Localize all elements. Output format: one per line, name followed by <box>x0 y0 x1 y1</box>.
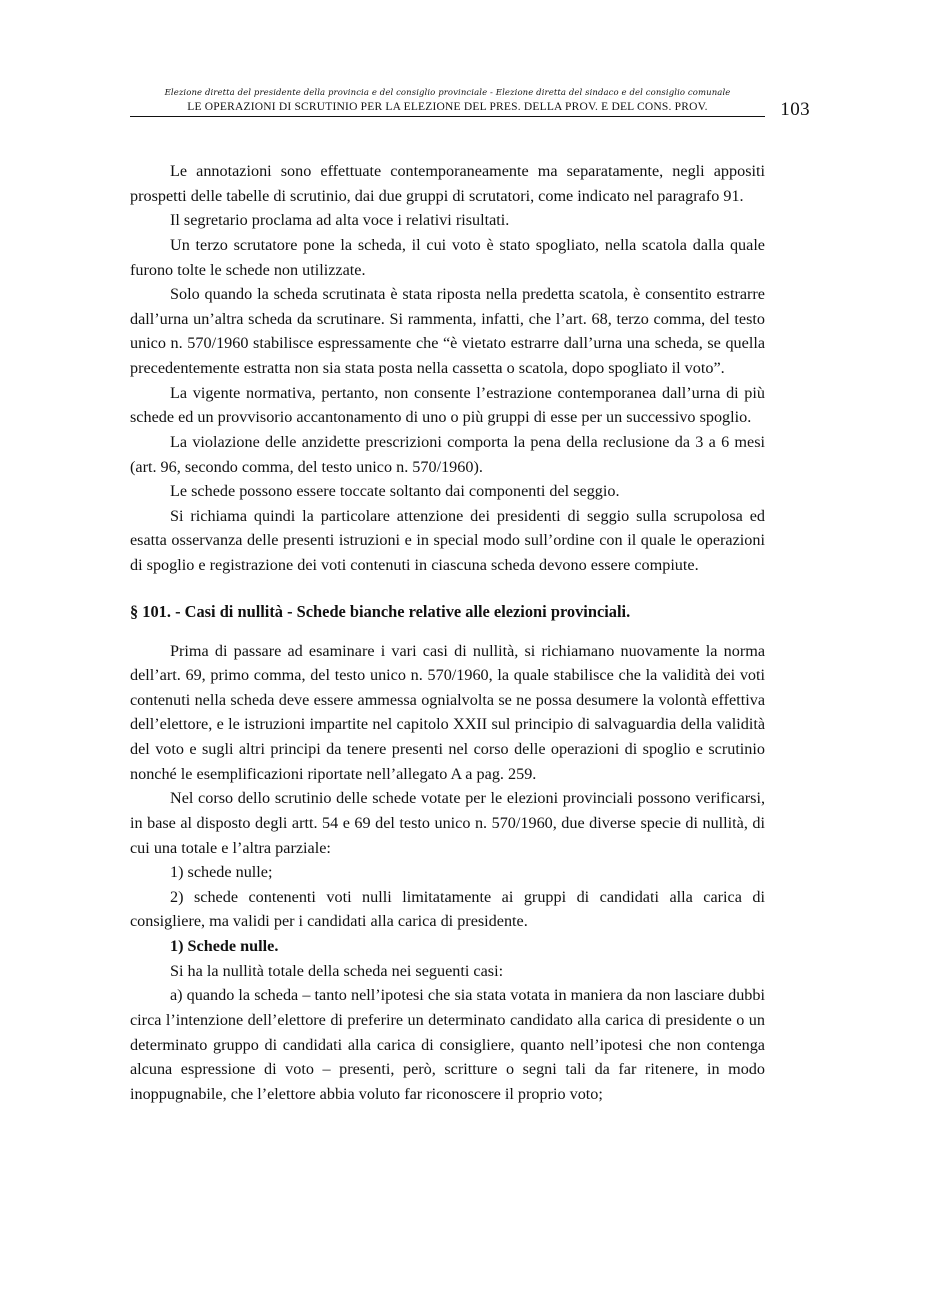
header-divider <box>130 116 765 117</box>
paragraph: Solo quando la scheda scrutinata è stata riposta nella predetta scatola, è consentito estrarre dall’urna un’altra scheda da scrutinare. Si rammenta, infatti, che l’art. 68, terzo comma, del testo unico n. 570/1960 stabilisce espressamente che “è vietato estrarre dall’urna una scheda, se quella precedentemente estratta non sia stata posta nella cassetta o scatola, dopo spogliato il voto”. <box>130 285 765 377</box>
paragraph: Si richiama quindi la particolare attenzione dei presidenti di seggio sulla scrupolosa ed esatta osservanza delle presenti istruzioni e in special modo sull’ordine con il quale le operazioni di spoglio e registrazione dei voti contenuti in ciascuna scheda devono essere compiute. <box>130 506 765 574</box>
paragraph: Il segretario proclama ad alta voce i relativi risultati. <box>170 211 510 230</box>
chapter-title: LE OPERAZIONI DI SCRUTINIO PER LA ELEZIONE DEL PRES. DELLA PROV. E DEL CONS. PROV. <box>187 101 708 113</box>
paragraph: La vigente normativa, pertanto, non consente l’estrazione contemporanea dall’urna di più schede ed un provvisorio accantonamento di uno o più gruppi di esse per un successivo spoglio. <box>130 383 765 427</box>
paragraph: Un terzo scrutatore pone la scheda, il cui voto è stato spogliato, nella scatola dalla quale furono tolte le schede non utilizzate. <box>130 235 765 279</box>
body-text <box>130 159 765 1106</box>
paragraph: La violazione delle anzidette prescrizioni comporta la pena della reclusione da 3 a 6 mesi (art. 96, secondo comma, del testo unico n. 570/1960). <box>130 432 765 476</box>
paragraph: Le schede possono essere toccate soltanto dai componenti del seggio. <box>170 482 620 501</box>
page-content <box>130 88 810 1106</box>
subsection-heading: 1) Schede nulle. <box>170 937 279 956</box>
paragraph: Prima di passare ad esaminare i vari casi di nullità, si richiamano nuovamente la norma dell’art. 69, primo comma, del testo unico n. 570/1960, la quale stabilisce che la validità dei voti contenuti nella scheda deve essere ammessa ognialvolta se ne possa desumere la volontà effettiva dell’elettore, e le istruzioni impartite nel capitolo XXII sul principio di salvaguardia della validità del voto e sugli altri principi da tenere presenti nel corso delle operazioni di spoglio e scrutinio nonché le esemplificazioni riportate nell’allegato A a pag. 259. <box>130 641 765 783</box>
page-header <box>130 88 810 120</box>
paragraph: Le annotazioni sono effettuate contemporaneamente ma separatamente, negli appositi prospetti delle tabelle di scrutinio, dai due gruppi di scrutatori, come indicato nel paragrafo 91. <box>130 162 765 205</box>
list-item: 2) schede contenenti voti nulli limitatamente ai gruppi di candidati alla carica di consigliere, ma validi per i candidati alla carica di presidente. <box>130 887 765 931</box>
list-item: a) quando la scheda – tanto nell’ipotesi che sia stata votata in maniera da non lasciare dubbi circa l’intenzione dell’elettore di preferire un determinato candidato alla carica di presidente o un determinato gruppo di candidati alla carica di consigliere, quanto nell’ipotesi che non contenga alcuna espressione di voto – presenti, però, scritture o segni tali da far ritenere, in modo inoppugnabile, che l’elettore abbia voluto far riconoscere il proprio voto; <box>130 986 765 1103</box>
paragraph: Nel corso dello scrutinio delle schede votate per le elezioni provinciali possono verificarsi, in base al disposto degli artt. 54 e 69 del testo unico n. 570/1960, due diverse specie di nullità, di cui una totale e l’altra parziale: <box>130 789 765 857</box>
running-title: Elezione diretta del presidente della provincia e del consiglio provinciale - Elezione diretta del sindaco e del consiglio comunale <box>164 88 731 98</box>
list-item: 1) schede nulle; <box>170 863 273 882</box>
page-number: 103 <box>780 99 810 120</box>
section-heading: § 101. - Casi di nullità - Schede bianche relative alle elezioni provinciali. <box>130 601 631 621</box>
paragraph: Si ha la nullità totale della scheda nei seguenti casi: <box>170 961 504 980</box>
header-rule-wrap <box>130 99 810 120</box>
